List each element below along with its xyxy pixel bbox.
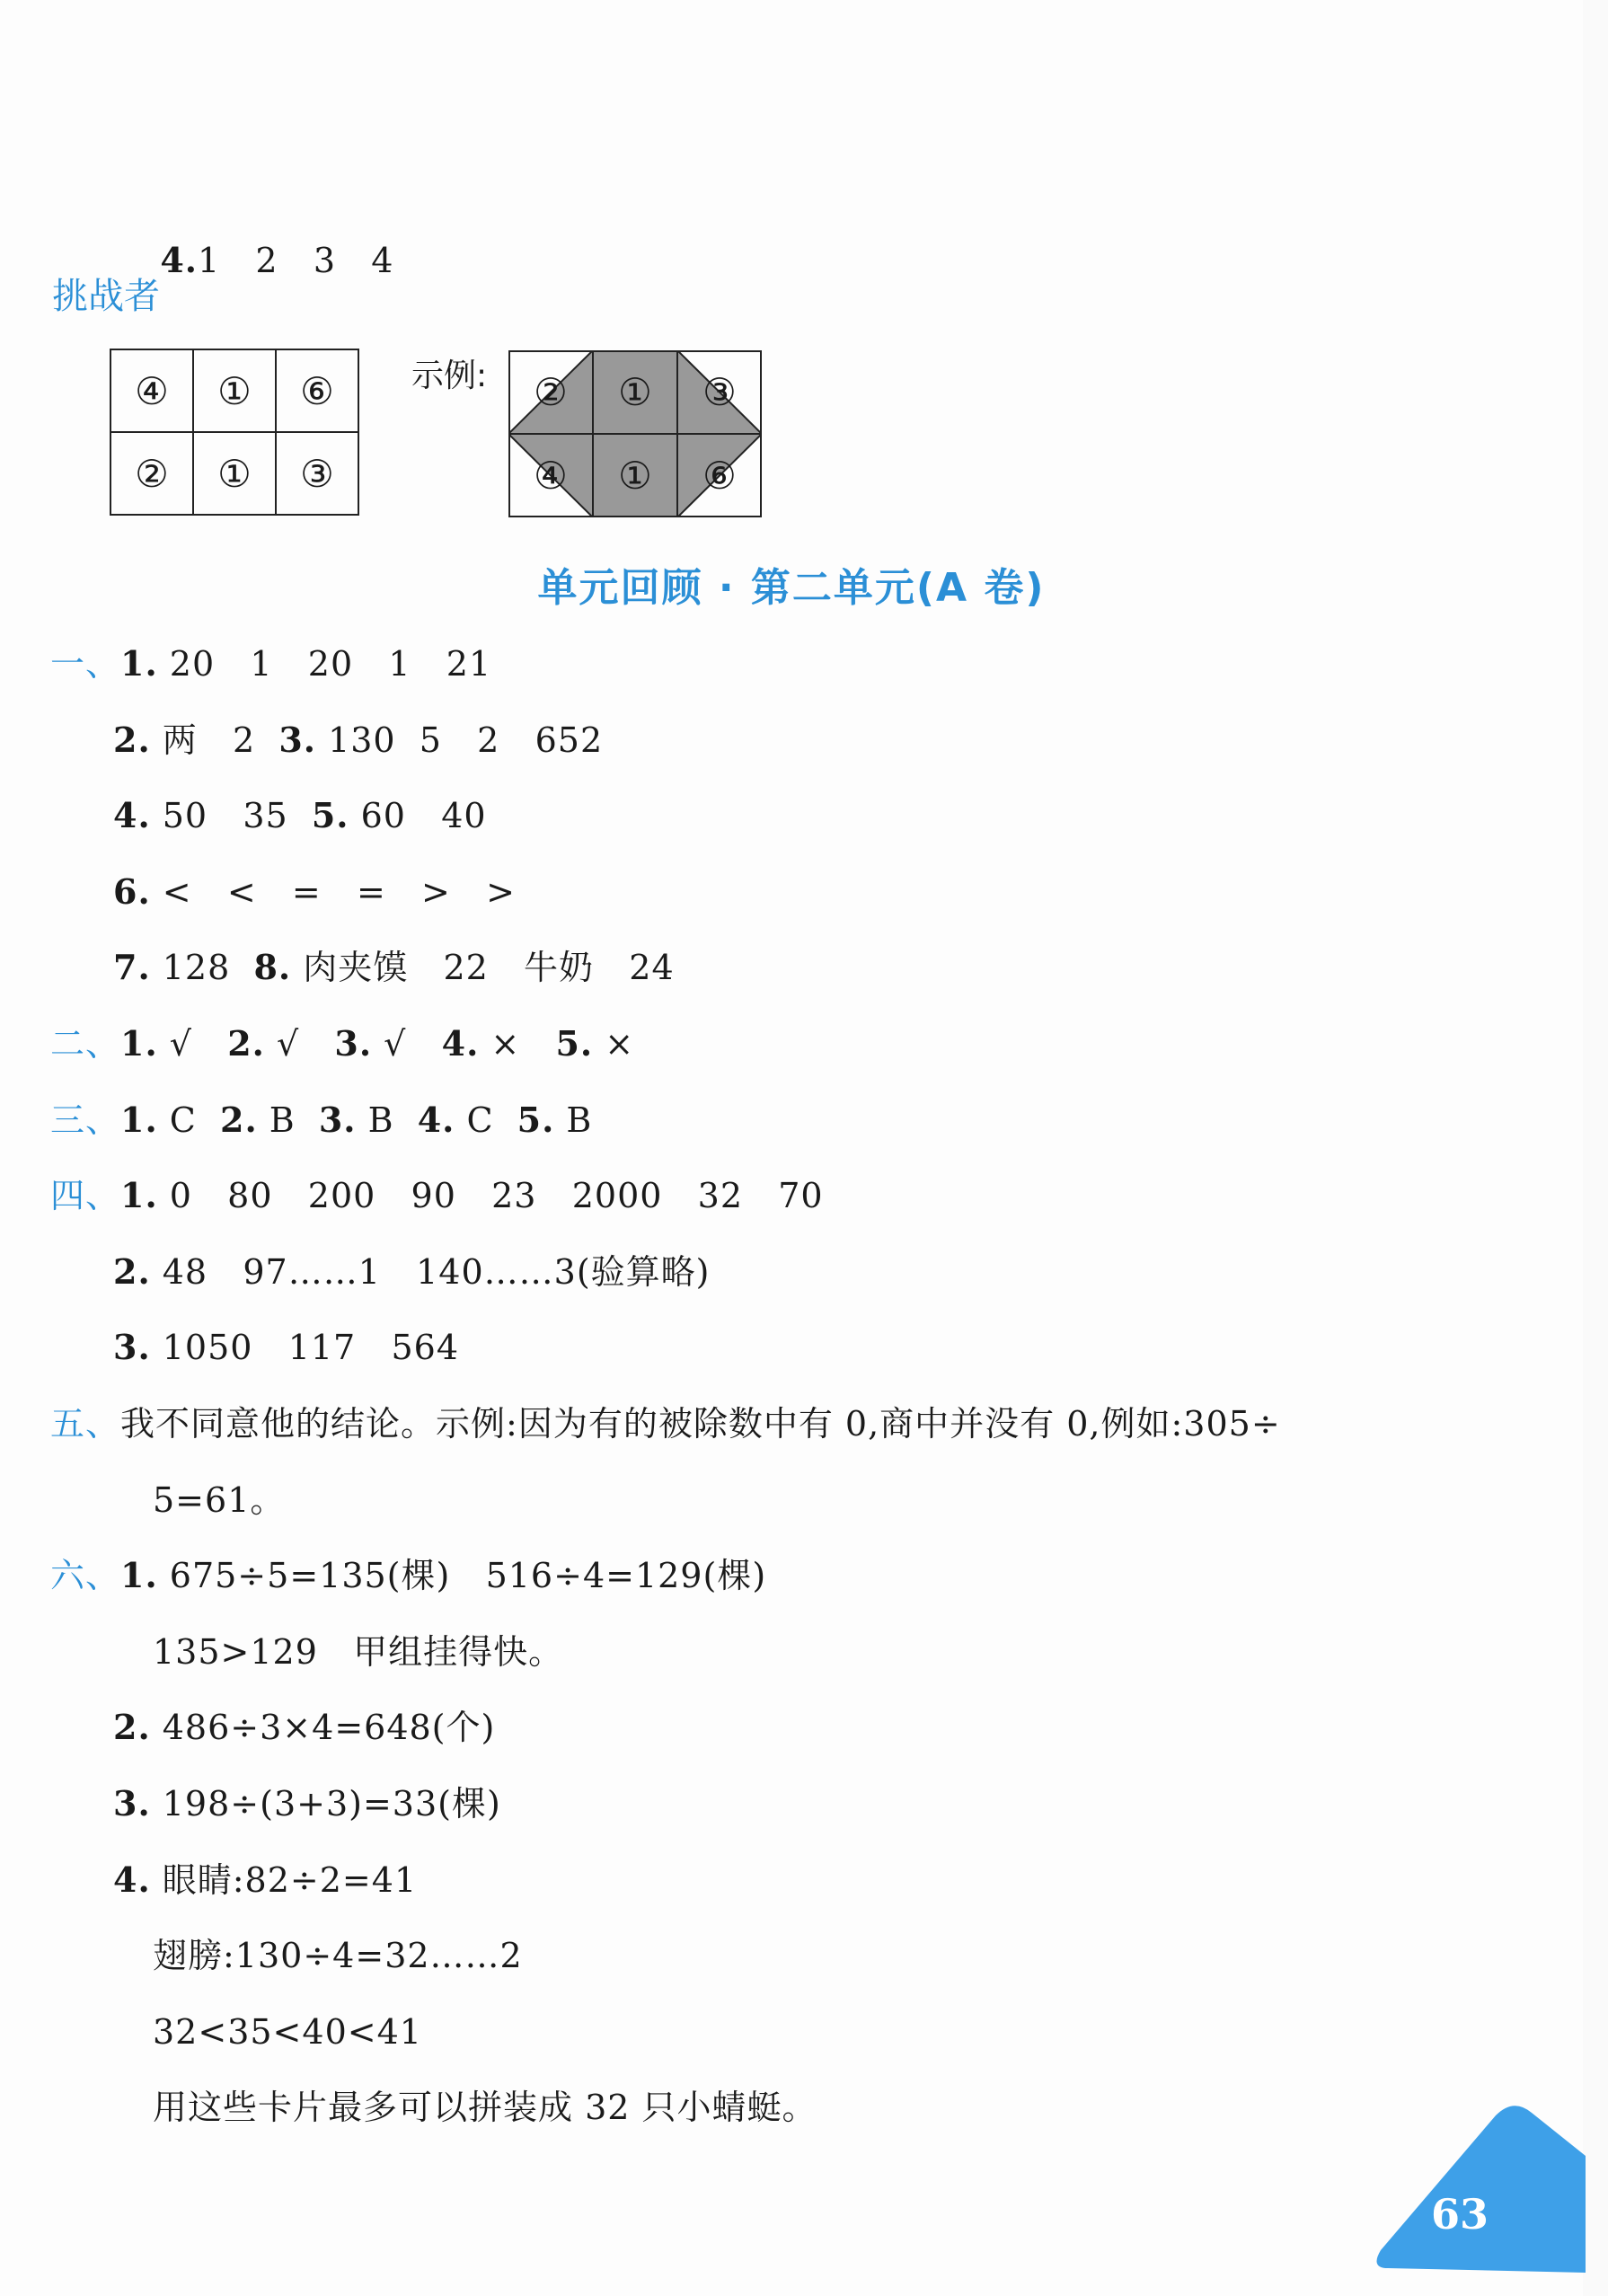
answer-line — [50, 1021, 634, 1066]
answer-text: 翅膀:130÷4=32……2 — [153, 1936, 523, 1976]
answer-text: 32<35<40<41 — [153, 2011, 422, 2052]
question-number: 3. — [318, 1099, 357, 1140]
answer-text: 1050 117 564 — [150, 1328, 459, 1368]
section-label: 一、 — [50, 644, 121, 684]
question-number: 4. — [417, 1099, 455, 1140]
answer-text: 0 80 200 90 23 2000 32 70 — [157, 1176, 824, 1216]
example-figure — [508, 350, 762, 517]
answer-text: 60 40 — [349, 796, 487, 836]
challenge-grid — [110, 349, 359, 516]
answer-text: B — [554, 1099, 593, 1140]
example-cell: ④ — [534, 454, 568, 498]
answer-text: 用这些卡片最多可以拼装成 32 只小蜻蜓。 — [153, 2088, 817, 2128]
page-number: 63 — [1431, 2190, 1489, 2239]
answer-line — [113, 1250, 710, 1294]
answer-text: 135>129 甲组挂得快。 — [153, 1631, 564, 1672]
answer-text: 20 1 20 1 21 — [157, 644, 492, 684]
answer-text: × — [479, 1024, 556, 1064]
answer-line — [50, 1401, 1281, 1446]
question-number: 2. — [113, 1250, 151, 1292]
answer-text: 128 — [150, 948, 254, 988]
answer-text: 675÷5=135(棵) 516÷4=129(棵) — [157, 1556, 767, 1596]
example-cell: ① — [618, 370, 652, 414]
question-number: 5. — [555, 1023, 594, 1064]
question-number: 3. — [334, 1023, 373, 1064]
answer-text: 50 35 — [150, 796, 312, 836]
question-number: 7. — [113, 947, 151, 988]
grid-cell: ① — [193, 349, 276, 432]
answer-text: 486÷3×4=648(个) — [150, 1708, 496, 1748]
answer-text: 5=61。 — [153, 1479, 286, 1520]
example-cell: ③ — [702, 370, 737, 414]
answer-line — [153, 2009, 422, 2054]
answer-text: < < = = > > — [150, 871, 516, 912]
answer-line — [50, 1173, 824, 1218]
answer-line — [50, 1098, 592, 1143]
answer-text: 肉夹馍 22 牛奶 24 — [291, 948, 675, 988]
grid-cell: ④ — [110, 349, 193, 432]
question-number: 4. — [441, 1023, 480, 1064]
answer-line — [153, 1629, 563, 1674]
answer-line — [113, 718, 603, 763]
answer-line — [113, 1858, 417, 1903]
question-number: 8. — [253, 947, 292, 988]
answer-line — [113, 945, 675, 990]
answer-text: C — [455, 1099, 517, 1140]
question-number: 2. — [113, 719, 151, 760]
question-number: 1. — [120, 1555, 158, 1596]
question-number: 2. — [227, 1023, 265, 1064]
question-number: 3. — [113, 1327, 151, 1368]
grid-cell: ② — [110, 432, 193, 515]
challenge-heading: 挑战者 — [52, 276, 160, 317]
answer-text: 眼睛:82÷2=41 — [150, 1859, 418, 1900]
section-label: 二、 — [50, 1024, 121, 1064]
grid-cell: ③ — [276, 432, 358, 515]
section-label: 五、 — [50, 1404, 121, 1444]
answer-text: B — [257, 1099, 319, 1140]
answer-text: 130 5 2 652 — [316, 720, 604, 760]
answer-text: 我不同意他的结论。示例:因为有的被除数中有 0,商中并没有 0,例如:305÷ — [120, 1404, 1281, 1444]
grid-cell: ① — [193, 432, 276, 515]
answer-text: B — [356, 1099, 418, 1140]
question-number: 4. — [113, 795, 151, 836]
answer-line — [113, 1781, 501, 1826]
answer-line — [153, 1478, 285, 1523]
answer-line — [153, 2085, 817, 2130]
question-number: 4. — [160, 240, 198, 280]
answer-text: √ — [264, 1024, 335, 1064]
question-number: 1. — [120, 643, 158, 684]
example-cell: ① — [618, 454, 652, 498]
grid-cell: ⑥ — [276, 349, 358, 432]
question-number: 3. — [113, 1783, 151, 1824]
question-number: 3. — [278, 719, 316, 760]
answer-line — [153, 1933, 523, 1978]
question-number: 2. — [113, 1707, 151, 1748]
answer-text: √ — [372, 1024, 442, 1064]
page-badge-shape — [1361, 2093, 1586, 2282]
question-number: 2. — [220, 1099, 258, 1140]
answer-text: 1 2 3 4 — [198, 241, 394, 280]
question-number: 5. — [311, 795, 349, 836]
answer-line — [113, 870, 516, 914]
question-number: 1. — [120, 1023, 158, 1064]
answer-line — [113, 1325, 459, 1370]
question-number: 6. — [113, 870, 151, 912]
example-cell: ⑥ — [702, 454, 737, 498]
answer-text: C — [157, 1099, 220, 1140]
answer-text: × — [593, 1024, 635, 1064]
page-number-badge — [1361, 2093, 1586, 2282]
question-number: 5. — [517, 1099, 555, 1140]
answer-text: 48 97……1 140……3(验算略) — [150, 1251, 711, 1292]
example-label: 示例: — [411, 358, 488, 394]
example-cell: ② — [534, 370, 568, 414]
answer-text: √ — [157, 1024, 228, 1064]
answer-line — [113, 793, 487, 838]
section-title: 单元回顾 · 第二单元(A 卷) — [537, 565, 1046, 611]
question-number: 4. — [113, 1859, 151, 1900]
question-number: 1. — [120, 1099, 158, 1140]
answer-text: 两 2 — [150, 720, 279, 760]
answer-line — [50, 641, 491, 686]
section-label: 六、 — [50, 1556, 121, 1596]
section-label: 四、 — [50, 1176, 121, 1216]
answer-line — [113, 1705, 495, 1750]
answer-text: 198÷(3+3)=33(棵) — [150, 1784, 501, 1824]
question-number: 1. — [120, 1175, 158, 1216]
section-label: 三、 — [50, 1099, 121, 1140]
answer-line — [50, 1553, 766, 1598]
